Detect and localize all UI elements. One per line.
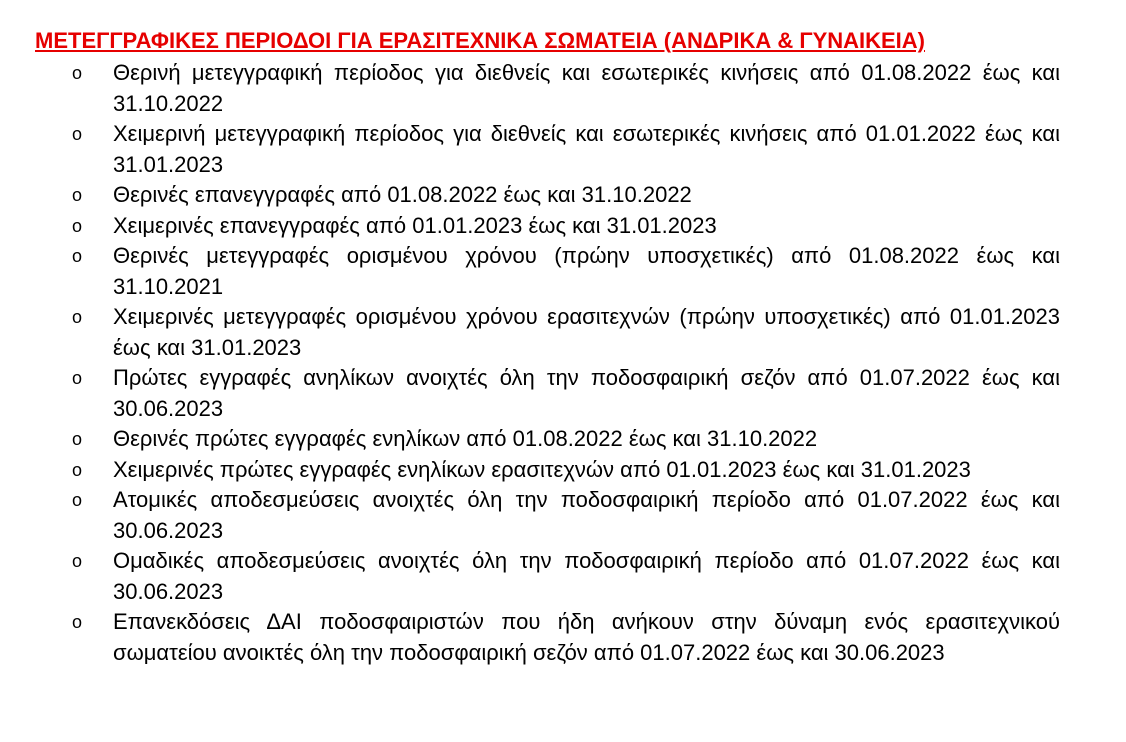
list-item bbox=[0, 363, 1060, 424]
list-item bbox=[0, 119, 1060, 180]
list-item bbox=[0, 58, 1060, 119]
list-item bbox=[0, 180, 1060, 211]
hollow-circle-bullet-icon: o bbox=[72, 459, 83, 480]
list-item bbox=[0, 424, 1060, 455]
list-item-text: Θερινές επανεγγραφές από 01.08.2022 έως και 31.10.2022 bbox=[113, 182, 692, 207]
list-item bbox=[0, 607, 1060, 668]
hollow-circle-bullet-icon: o bbox=[72, 307, 83, 327]
hollow-circle-bullet-icon: o bbox=[72, 185, 83, 205]
list-item bbox=[0, 455, 1060, 486]
list-item bbox=[0, 211, 1060, 242]
hollow-circle-bullet-icon: o bbox=[72, 368, 83, 388]
hollow-circle-bullet-icon: o bbox=[72, 612, 83, 632]
hollow-circle-bullet-icon: o bbox=[72, 215, 83, 236]
list-item-text: Θερινές μετεγγραφές ορισμένου χρόνου (πρώην υποσχετικές) από 01.08.2022 έως και 31.10.2021 bbox=[113, 243, 1060, 299]
list-item-text: Επανεκδόσεις ΔΑΙ ποδοσφαιριστών που ήδη ανήκουν στην δύναμη ενός ερασιτεχνικού σωματείου ανοικτές όλη την ποδοσφαιρική σεζόν από 01.07.2022 έως και 30.06.2023 bbox=[113, 609, 1060, 665]
hollow-circle-bullet-icon: o bbox=[72, 63, 83, 83]
hollow-circle-bullet-icon: o bbox=[72, 490, 83, 510]
list-item bbox=[0, 485, 1060, 546]
list-item bbox=[0, 546, 1060, 607]
list-item-text: Θερινή μετεγγραφική περίοδος για διεθνείς και εσωτερικές κινήσεις από 01.08.2022 έως και 31.10.2022 bbox=[113, 60, 1060, 116]
hollow-circle-bullet-icon: o bbox=[72, 551, 83, 571]
list-item bbox=[0, 241, 1060, 302]
list-item-text: Χειμερινές πρώτες εγγραφές ενηλίκων ερασιτεχνών από 01.01.2023 έως και 31.01.2023 bbox=[113, 456, 971, 482]
list-item-text: Ομαδικές αποδεσμεύσεις ανοιχτές όλη την ποδοσφαιρική περίοδο από 01.07.2022 έως και 30.06.2023 bbox=[113, 548, 1060, 604]
list-item-text: Χειμερινές μετεγγραφές ορισμένου χρόνου ερασιτεχνών (πρώην υποσχετικές) από 01.01.2023 έως και 31.01.2023 bbox=[113, 304, 1060, 360]
hollow-circle-bullet-icon: o bbox=[72, 429, 83, 449]
hollow-circle-bullet-icon: o bbox=[72, 246, 83, 266]
list-item-text: Χειμερινές επανεγγραφές από 01.01.2023 έως και 31.01.2023 bbox=[113, 212, 717, 238]
hollow-circle-bullet-icon: o bbox=[72, 124, 83, 144]
list-item bbox=[0, 302, 1060, 363]
list-item-text: Ατομικές αποδεσμεύσεις ανοιχτές όλη την ποδοσφαιρική περίοδο από 01.07.2022 έως και 30.06.2023 bbox=[113, 487, 1060, 543]
list-item-text: Χειμερινή μετεγγραφική περίοδος για διεθνείς και εσωτερικές κινήσεις από 01.01.2022 έως και 31.01.2023 bbox=[113, 121, 1060, 177]
list-item-text: Θερινές πρώτες εγγραφές ενηλίκων από 01.08.2022 έως και 31.10.2022 bbox=[113, 426, 818, 451]
list-item-text: Πρώτες εγγραφές ανηλίκων ανοιχτές όλη την ποδοσφαιρική σεζόν από 01.07.2022 έως και 30.06.2023 bbox=[113, 365, 1060, 421]
document-title: ΜΕΤΕΓΓΡΑΦΙΚΕΣ ΠΕΡΙΟΔΟΙ ΓΙΑ ΕΡΑΣΙΤΕΧΝΙΚΑ ΣΩΜΑΤΕΙΑ (ΑΝΔΡΙΚΑ & ΓΥΝΑΙΚΕΙΑ) bbox=[35, 28, 926, 53]
transfer-periods-list bbox=[0, 58, 1126, 668]
